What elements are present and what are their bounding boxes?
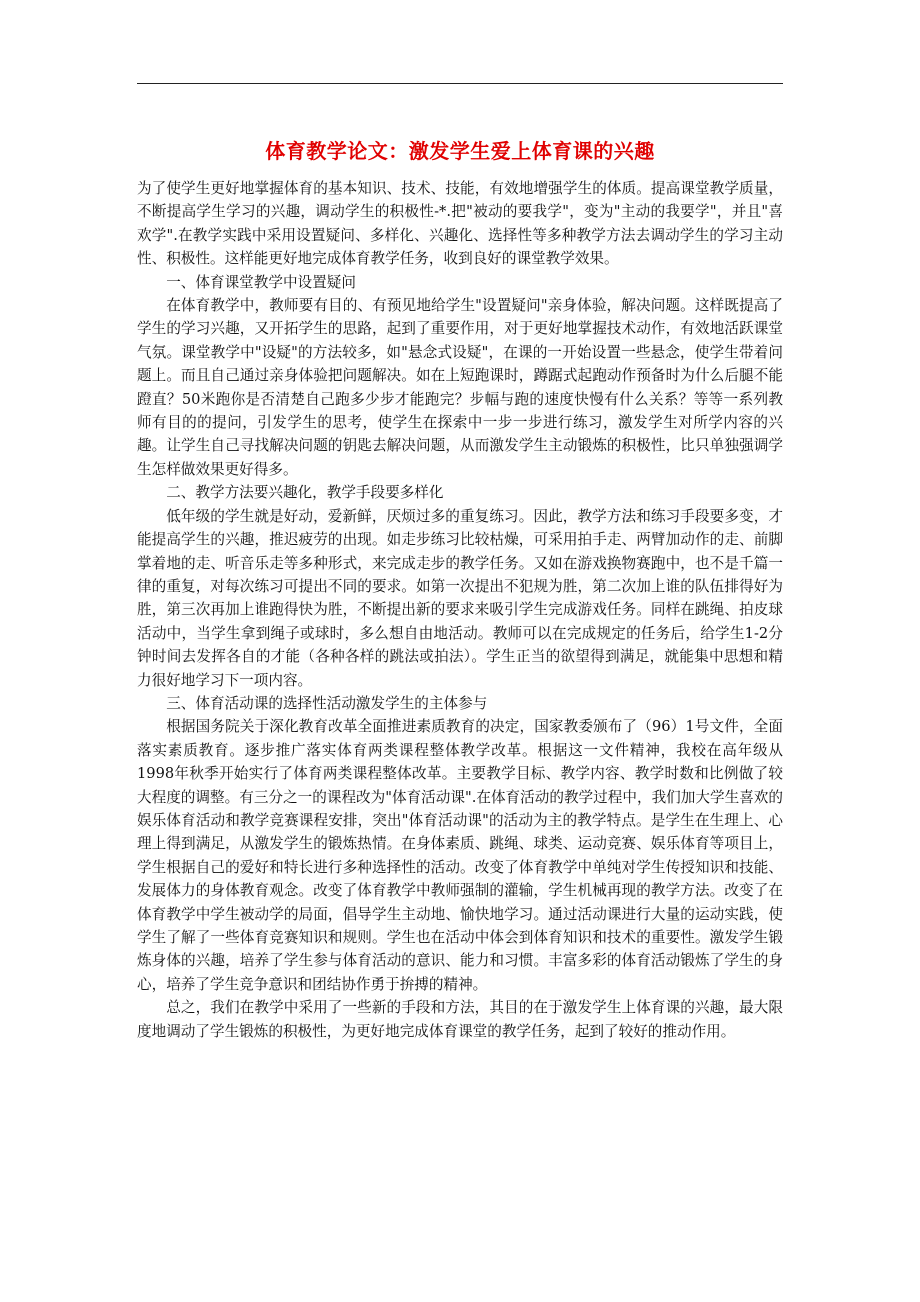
intro-paragraph: 为了使学生更好地掌握体育的基本知识、技术、技能，有效地增强学生的体质。提高课堂教学质量，不断提高学生学习的兴趣，调动学生的积极性-*.把"被动的要我学"，变为"主动的我要学"，并且"喜欢学".在教学实践中采用设置疑问、多样化、兴趣化、选择性等多种教学方法去调动学生的学习主动性、积极性。这样能更好地完成体育教学任务，收到良好的课堂教学效果。 <box>137 180 783 268</box>
section-paragraph-3: 根据国务院关于深化教育改革全面推进素质教育的决定，国家教委颁布了（96）1号文件，全面落实素质教育。逐步推广落实体育两类课程整体教学改革。根据这一文件精神，我校在高年级从1998年秋季开始实行了体育两类课程整体改革。主要教学目标、教学内容、教学时数和比例做了较大程度的调整。有三分之一的课程改为"体育活动课".在体育活动的教学过程中，我们加大学生喜欢的娱乐体育活动和教学竞赛课程安排，突出"体育活动课"的活动为主的教学特点。是学生在生理上、心理上得到满足，从激发学生的锻炼热情。在身体素质、跳绳、球类、运动竞赛、娱乐体育等项目上，学生根据自己的爱好和特长进行多种选择性的活动。改变了体育教学中单纯对学生传授知识和技能、发展体力的身体教育观念。改变了体育教学中教师强制的灌输，学生机械再现的教学方法。改变了在体育教学中学生被动学的局面，倡导学生主动地、愉快地学习。通过活动课进行大量的运动实践，使学生了解了一些体育竞赛知识和规则。学生也在活动中体会到体育知识和技术的重要性。激发学生锻炼身体的兴趣，培养了学生参与体育活动的意识、能力和习惯。丰富多彩的体育活动锻炼了学生的身心，培养了学生竞争意识和团结协作勇于拚搏的精神。 <box>137 718 783 993</box>
section-heading-3: 三、体育活动课的选择性活动激发学生的主体参与 <box>166 694 488 712</box>
header-rule <box>137 83 783 84</box>
section-paragraph-1: 在体育教学中，教师要有目的、有预见地给学生"设置疑问"亲身体验，解决问题。这样既提高了学生的学习兴趣，又开拓学生的思路，起到了重要作用，对于更好地掌握技术动作，有效地活跃课堂气氛。课堂教学中"设疑"的方法较多，如"悬念式设疑"，在课的一开始设置一些悬念，使学生带着问题上。而且自己通过亲身体验把问题解决。如在上短跑课时，蹲踞式起跑动作预备时为什么后腿不能蹬直？50米跑你是否清楚自己跑多少步才能跑完？步幅与跑的速度快慢有什么关系？等等一系列教师有目的的提问，引发学生的思考，使学生在探索中一步一步进行练习，激发学生对所学内容的兴趣。让学生自己寻找解决问题的钥匙去解决问题，从而激发学生主动锻炼的积极性，比只单独强调学生怎样做效果更好得多。 <box>137 297 783 478</box>
section-heading-1: 一、体育课堂教学中设置疑问 <box>166 273 356 291</box>
document-body <box>137 177 783 1043</box>
section-heading-2: 二、教学方法要兴趣化，教学手段要多样化 <box>166 484 444 502</box>
section-paragraph-2: 低年级的学生就是好动，爱新鲜，厌烦过多的重复练习。因此，教学方法和练习手段要多变，才能提高学生的兴趣，推迟疲劳的出现。如走步练习比较枯燥，可采用拍手走、两臂加动作的走、前脚掌着地的走、听音乐走等多种形式，来完成走步的教学任务。又如在游戏换物赛跑中，也不是千篇一律的重复，对每次练习可提出不同的要求。如第一次提出不犯规为胜，第二次加上谁的队伍排得好为胜，第三次再加上谁跑得快为胜，不断提出新的要求来吸引学生完成游戏任务。同样在跳绳、拍皮球活动中，当学生拿到绳子或球时，多么想自由地活动。教师可以在完成规定的任务后，给学生1-2分钟时间去发挥各自的才能（各种各样的跳法或拍法）。学生正当的欲望得到满足，就能集中思想和精力很好地学习下一项内容。 <box>137 507 783 689</box>
document-title: 体育教学论文：激发学生爱上体育课的兴趣 <box>265 139 655 164</box>
conclusion-paragraph: 总之，我们在教学中采用了一些新的手段和方法，其目的在于激发学生上体育课的兴趣，最大限度地调动了学生锻炼的积极性，为更好地完成体育课堂的教学任务，起到了较好的推动作用。 <box>137 999 783 1040</box>
